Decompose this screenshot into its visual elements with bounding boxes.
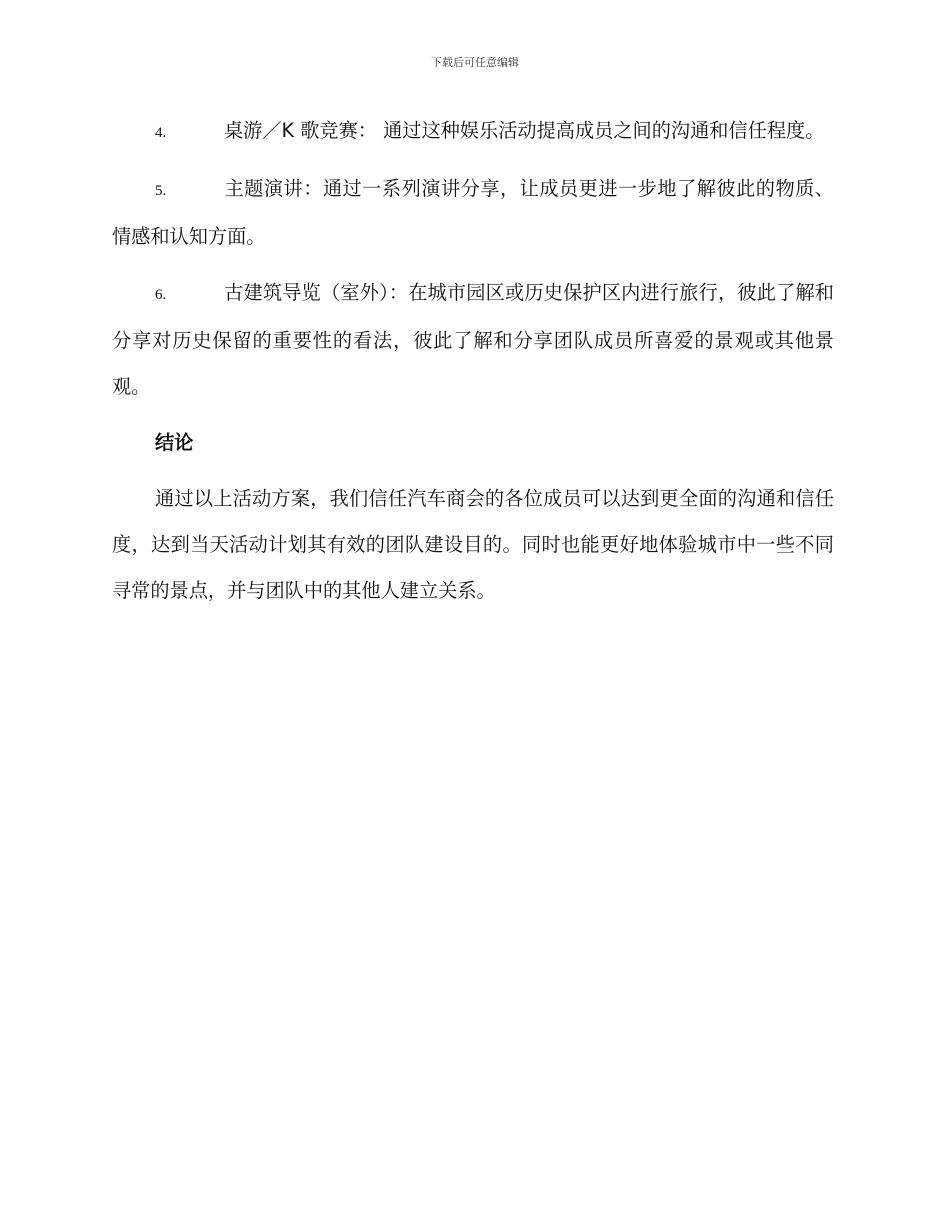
document-body bbox=[112, 108, 834, 614]
list-item-text: 主题演讲：通过一系列演讲分享，让成员更进一步地了解彼此的物质、情感和认知方面。 bbox=[112, 177, 834, 248]
list-item-text: 桌游／K 歌竞赛： 通过这种娱乐活动提高成员之间的沟通和信任程度。 bbox=[224, 119, 825, 142]
conclusion-heading: 结论 bbox=[155, 431, 194, 454]
list-item-number: 5. bbox=[155, 183, 167, 199]
list-item-number: 6. bbox=[155, 287, 167, 303]
list-item-text: 古建筑导览（室外）：在城市园区或历史保护区内进行旅行，彼此了解和分享对历史保留的重要性的看法，彼此了解和分享团队成员所喜爱的景观或其他景观。 bbox=[112, 281, 834, 398]
conclusion-paragraph: 通过以上活动方案，我们信任汽车商会的各位成员可以达到更全面的沟通和信任度，达到当天活动计划其有效的团队建设目的。同时也能更好地体验城市中一些不同寻常的景点，并与团队中的其他人建立关系。 bbox=[112, 487, 834, 602]
list-item-6 bbox=[112, 270, 834, 410]
page-header: 下载后可任意编辑 bbox=[431, 56, 519, 69]
list-item-4 bbox=[112, 108, 834, 156]
list-item-number: 4. bbox=[155, 125, 167, 141]
list-item-5 bbox=[112, 166, 834, 260]
